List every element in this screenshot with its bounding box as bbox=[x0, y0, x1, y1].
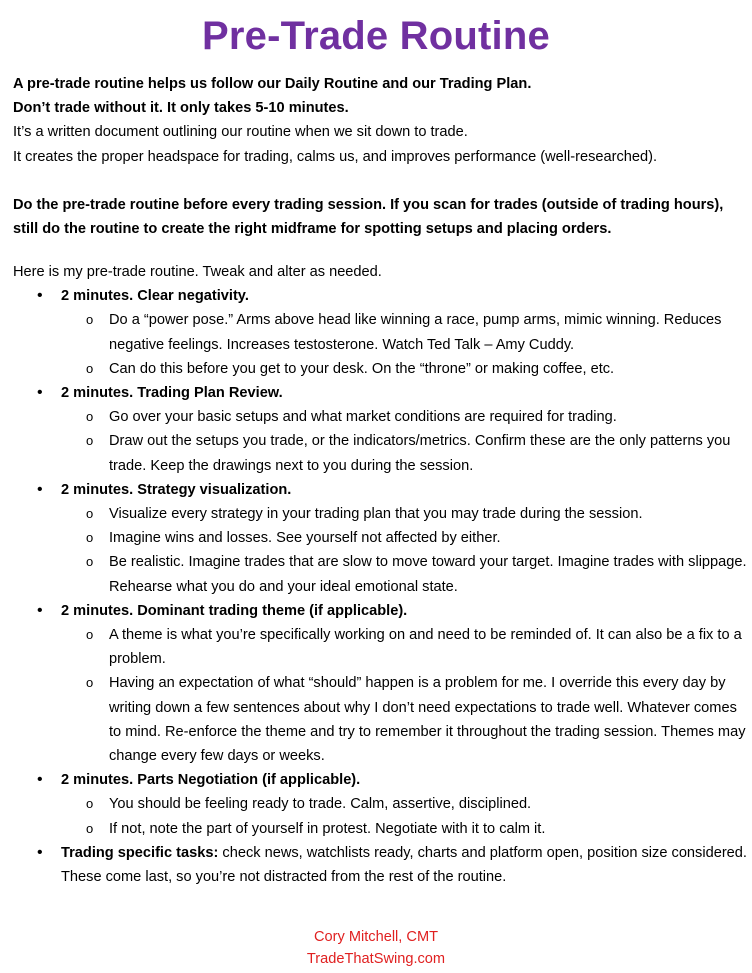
sub-item: o Having an expectation of what “should” happen is a problem for me. I override this every day by writing down a few sentences about why I don’t need expectations to trade well. Whatever comes to mind. Re-enforce the theme and try to remember it throughout the trading session. Themes may change every few days or weeks. bbox=[61, 671, 748, 768]
footer-author: Cory Mitchell, CMT bbox=[313, 929, 439, 945]
step-heading: Trading specific tasks: bbox=[61, 844, 219, 861]
sub-list bbox=[61, 502, 748, 599]
step-item bbox=[13, 599, 748, 768]
sub-list bbox=[61, 623, 748, 768]
step-heading: • 2 minutes. Strategy visualization. bbox=[61, 481, 292, 498]
intro-line-2: Don’t trade without it. It only takes 5-10 minutes. bbox=[13, 100, 349, 117]
sub-item: o You should be feeling ready to trade. Calm, assertive, disciplined. bbox=[61, 792, 748, 816]
sub-item: o Draw out the setups you trade, or the indicators/metrics. Confirm these are the only patterns you trade. Keep the drawings next to you during the session. bbox=[61, 429, 748, 477]
intro-section bbox=[13, 72, 748, 241]
intro-bold-paragraph: Do the pre-trade routine before every trading session. If you scan for trades (outside of trading hours), still do the routine to create the right midframe for spotting setups and placing orders. bbox=[13, 196, 724, 238]
routine-steps-list bbox=[13, 284, 748, 889]
sub-item: o Be realistic. Imagine trades that are slow to move toward your target. Imagine trades with slippage. Rehearse what you do and your ideal emotional state. bbox=[61, 550, 748, 598]
intro-line-4: It creates the proper headspace for trading, calms us, and improves performance (well-researched). bbox=[13, 148, 658, 165]
sub-item: o If not, note the part of yourself in protest. Negotiate with it to calm it. bbox=[61, 817, 748, 841]
sub-list bbox=[61, 308, 748, 381]
sub-item: o Do a “power pose.” Arms above head like winning a race, pump arms, mimic winning. Reduces negative feelings. Increases testosterone. Watch Ted Talk – Amy Cuddy. bbox=[61, 308, 748, 356]
step-text: check news, watchlists ready, charts and platform open, position size considered. These come last, so you’re not distracted from the rest of the routine. bbox=[61, 844, 747, 886]
intro-line-3: It’s a written document outlining our routine when we sit down to trade. bbox=[13, 124, 468, 141]
sub-item: o A theme is what you’re specifically working on and need to be reminded of. It can also be a fix to a problem. bbox=[61, 623, 748, 671]
sub-item: o Go over your basic setups and what market conditions are required for trading. bbox=[61, 405, 748, 429]
sub-item: o Imagine wins and losses. See yourself not affected by either. bbox=[61, 526, 748, 550]
sub-item: o Can do this before you get to your desk. On the “throne” or making coffee, etc. bbox=[61, 357, 748, 381]
step-heading: • 2 minutes. Dominant trading theme (if applicable). bbox=[61, 602, 408, 619]
routine-section bbox=[13, 260, 748, 889]
sub-list bbox=[61, 405, 748, 478]
step-item bbox=[13, 478, 748, 599]
routine-intro: Here is my pre-trade routine. Tweak and alter as needed. bbox=[13, 264, 382, 280]
step-heading: • 2 minutes. Trading Plan Review. bbox=[61, 385, 283, 402]
spacer bbox=[13, 169, 748, 193]
sub-item: o Visualize every strategy in your trading plan that you may trade during the session. bbox=[61, 502, 748, 526]
step-item bbox=[13, 284, 748, 381]
step-heading: • 2 minutes. Clear negativity. bbox=[61, 288, 249, 305]
footer-site-link[interactable]: TradeThatSwing.com bbox=[306, 951, 446, 967]
step-heading: • 2 minutes. Parts Negotiation (if applicable). bbox=[61, 772, 361, 789]
page-title: Pre-Trade Routine bbox=[202, 14, 550, 58]
step-item bbox=[13, 381, 748, 478]
step-item bbox=[13, 768, 748, 841]
intro-line-1: A pre-trade routine helps us follow our Daily Routine and our Trading Plan. bbox=[13, 76, 532, 92]
step-item-final bbox=[13, 841, 748, 889]
sub-list bbox=[61, 792, 748, 840]
